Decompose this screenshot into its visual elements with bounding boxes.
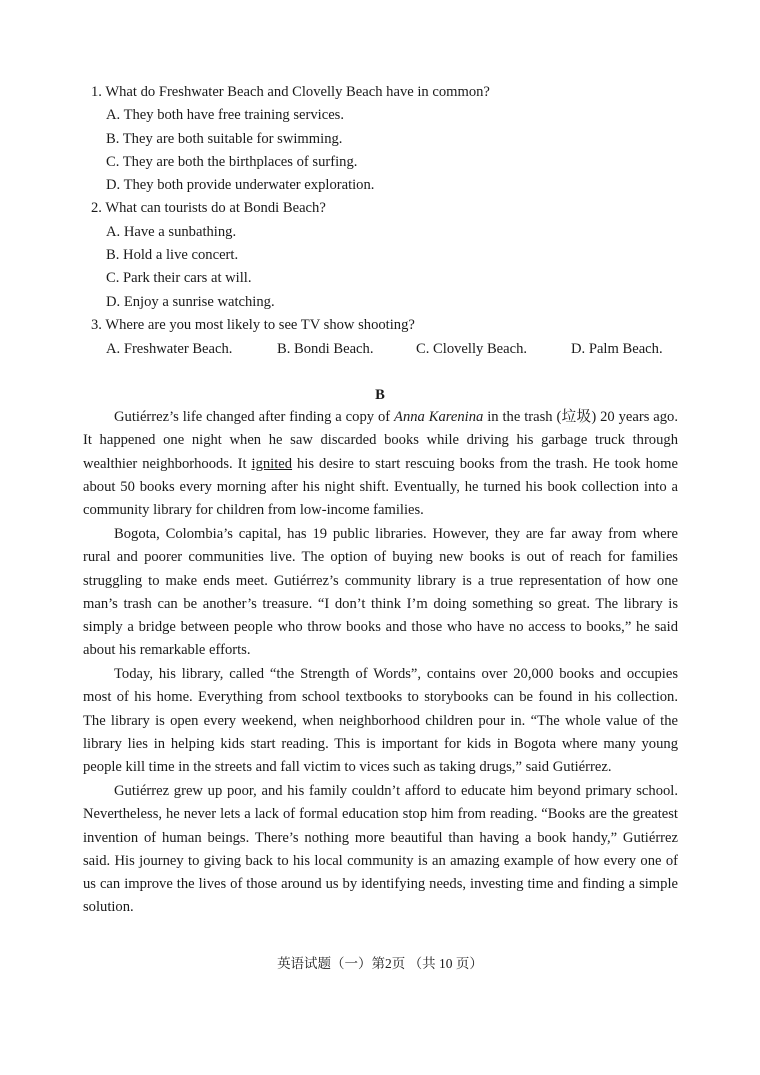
question-3-option-c: C. Clovelly Beach. — [416, 341, 528, 357]
page-footer: 英语试题（一）第2页 （共 10 页） — [277, 956, 483, 971]
question-3-options — [106, 340, 676, 358]
paragraph-1-text-c: his desire to start rescuing books from the trash. He took home about 50 books every morning after his night shift. Eventually, he turned his book collection into a community library for children from low-income families. — [83, 455, 678, 519]
question-2-option-b: B. Hold a live concert. — [106, 247, 239, 263]
question-2-option-d: D. Enjoy a sunrise watching. — [106, 294, 275, 310]
book-title: Anna Karenina — [394, 409, 484, 425]
question-1-option-c: C. They are both the birthplaces of surfing. — [106, 154, 358, 170]
question-3-option-b: B. Bondi Beach. — [277, 341, 374, 357]
question-2-option-c: C. Park their cars at will. — [106, 270, 252, 286]
paragraph-1-text-b: in the trash (垃圾) 20 years ago. It happened one night when he saw discarded books while driving his garbage truck through wealthier neighborhoods. It — [83, 409, 679, 472]
underlined-word: ignited — [251, 455, 293, 472]
question-3-option-d: D. Palm Beach. — [571, 341, 663, 357]
passage-paragraph-1 — [83, 406, 678, 522]
passage-paragraph-4: Gutiérrez grew up poor, and his family couldn’t afford to educate him beyond primary school. Nevertheless, he never lets a lack of formal education stop him from reading. “Books are the greatest invention of human beings. There’s nothing more beautiful than having a book handy,” Gutiérrez said. His journey to giving back to his local community is an amazing example of how every one of us can improve the lives of those around us by identifying needs, investing time and finding a simple solution. — [83, 783, 678, 916]
question-1-option-a: A. They both have free training services. — [106, 107, 345, 123]
paragraph-1-text-a: Gutiérrez’s life changed after finding a copy of — [114, 409, 395, 425]
question-1-option-b: B. They are both suitable for swimming. — [106, 131, 343, 147]
question-1-option-d: D. They both provide underwater exploration. — [106, 177, 375, 193]
question-3-stem: 3. Where are you most likely to see TV show shooting? — [91, 317, 415, 333]
question-2-stem: 2. What can tourists do at Bondi Beach? — [91, 200, 326, 216]
section-heading: B — [375, 387, 385, 403]
question-1-stem: 1. What do Freshwater Beach and Clovelly Beach have in common? — [91, 84, 490, 100]
passage-paragraph-2: Bogota, Colombia’s capital, has 19 public libraries. However, they are far away from where rural and poorer communities live. The option of buying new books is out of reach for families struggling to make ends meet. Gutiérrez’s community library is a true representation of how one man’s trash can be another’s treasure. “I don’t think I’m doing something so great. The library is simply a bridge between people who throw books and those who have no access to books,” he said about his remarkable efforts. — [83, 526, 678, 659]
passage-paragraph-3: Today, his library, called “the Strength of Words”, contains over 20,000 books and occupies most of his home. Everything from school textbooks to storybooks can be found in his collection. The library is open every weekend, when neighborhood children pour in. “The whole value of the library lies in helping kids start reading. This is important for kids in Bogota where many young people kill time in the streets and fall victim to vices such as taking drugs,” said Gutiérrez. — [83, 666, 678, 776]
question-3-option-a: A. Freshwater Beach. — [106, 341, 233, 357]
question-2-option-a: A. Have a sunbathing. — [106, 224, 237, 240]
